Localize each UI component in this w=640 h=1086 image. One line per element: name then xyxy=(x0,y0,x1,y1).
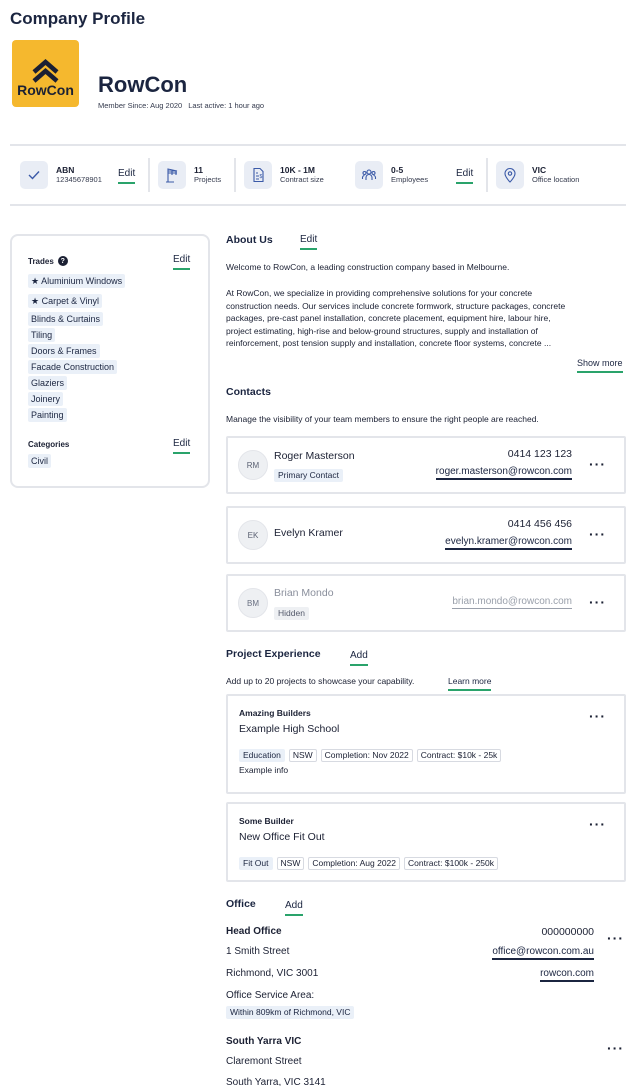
projects-heading: Project Experience xyxy=(226,648,321,660)
stat-location xyxy=(496,159,579,191)
edit-about-button[interactable]: Edit xyxy=(300,234,317,250)
svg-text:$: $ xyxy=(259,174,263,180)
office-heading: Office xyxy=(226,898,256,910)
projects-label: Projects xyxy=(194,175,222,184)
abn-label: ABN xyxy=(56,165,75,175)
crane-icon xyxy=(158,161,186,189)
office-suburb: South Yarra, VIC 3141 xyxy=(226,1077,326,1086)
star-icon: ★ xyxy=(31,296,40,306)
trade-chip: ★ Carpet & Vinyl xyxy=(28,294,102,308)
office-service-area-badge: Within 809km of Richmond, VIC xyxy=(226,1006,354,1019)
trade-chip: Glaziers xyxy=(28,376,67,390)
contact-name: Brian Mondo xyxy=(274,587,334,599)
more-options-icon[interactable]: ··· xyxy=(589,816,606,832)
trade-chip: Blinds & Curtains xyxy=(28,312,103,326)
trade-chip: Facade Construction xyxy=(28,360,117,374)
primary-contact-badge: Primary Contact xyxy=(274,469,343,482)
divider xyxy=(10,204,626,206)
office-website-link[interactable]: rowcon.com xyxy=(540,968,594,982)
project-builder: Some Builder xyxy=(239,816,294,826)
location-value: VIC xyxy=(532,165,547,175)
contact-email-link[interactable]: evelyn.kramer@rowcon.com xyxy=(445,536,572,550)
divider xyxy=(486,158,488,192)
office-street: 1 Smith Street xyxy=(226,946,290,957)
contact-name: Evelyn Kramer xyxy=(274,527,343,539)
office-name: South Yarra VIC xyxy=(226,1036,302,1047)
project-type-tag: Education xyxy=(239,749,285,762)
more-options-icon[interactable]: ··· xyxy=(589,594,606,610)
stat-projects xyxy=(158,159,221,191)
employees-label: Employees xyxy=(391,175,429,184)
help-icon[interactable]: ? xyxy=(58,256,68,266)
category-chip: Civil xyxy=(28,454,51,468)
project-tags xyxy=(239,745,505,763)
more-options-icon[interactable]: ··· xyxy=(589,526,606,542)
last-active: Last active: 1 hour ago xyxy=(188,101,265,110)
contract-size-label: Contract size xyxy=(280,175,324,184)
contact-name: Roger Masterson xyxy=(274,450,355,462)
avatar: RM xyxy=(238,450,268,480)
hidden-badge: Hidden xyxy=(274,607,309,620)
trade-chip: Doors & Frames xyxy=(28,344,100,358)
edit-categories-button[interactable]: Edit xyxy=(173,438,190,454)
more-options-icon[interactable]: ··· xyxy=(589,708,606,724)
more-options-icon[interactable]: ··· xyxy=(607,930,624,946)
office-street: Claremont Street xyxy=(226,1056,302,1067)
project-name: Example High School xyxy=(239,723,340,735)
office-phone: 000000000 xyxy=(541,926,594,938)
project-builder: Amazing Builders xyxy=(239,708,311,718)
projects-count: 11 xyxy=(194,165,203,175)
logo-wordmark: RowCon xyxy=(17,82,74,98)
company-logo xyxy=(12,40,79,107)
project-type-tag: Fit Out xyxy=(239,857,273,870)
edit-trades-button[interactable]: Edit xyxy=(173,254,190,270)
office-suburb: Richmond, VIC 3001 xyxy=(226,968,319,979)
office-email-link[interactable]: office@rowcon.com.au xyxy=(492,946,594,960)
project-tags xyxy=(239,853,502,871)
project-completion-tag: Completion: Nov 2022 xyxy=(321,749,413,762)
more-options-icon[interactable]: ··· xyxy=(607,1040,624,1056)
project-name: New Office Fit Out xyxy=(239,831,325,843)
avatar: EK xyxy=(238,520,268,550)
divider xyxy=(148,158,150,192)
divider xyxy=(10,144,626,146)
stat-contract-size xyxy=(244,159,324,191)
about-heading: About Us xyxy=(226,234,273,246)
member-since: Member Since: Aug 2020 xyxy=(98,101,183,110)
contact-email-link[interactable]: brian.mondo@rowcon.com xyxy=(452,596,572,607)
people-icon xyxy=(355,161,383,189)
avatar: BM xyxy=(238,588,268,618)
project-info: Example info xyxy=(239,765,289,775)
categories-heading: Categories xyxy=(28,440,70,449)
company-meta xyxy=(98,101,264,110)
contact-phone: 0414 456 456 xyxy=(507,518,572,530)
divider xyxy=(234,158,236,192)
learn-more-link[interactable]: Learn more xyxy=(448,675,491,691)
project-card xyxy=(226,802,626,882)
star-icon: ★ xyxy=(31,276,40,286)
add-office-button[interactable]: Add xyxy=(285,900,303,916)
stat-abn xyxy=(20,159,102,191)
about-intro: Welcome to RowCon, a leading construction company based in Melbourne. xyxy=(226,262,510,272)
contact-card xyxy=(226,506,626,564)
project-state-tag: NSW xyxy=(289,749,317,762)
edit-abn-button[interactable]: Edit xyxy=(118,168,135,184)
office-name: Head Office xyxy=(226,926,282,937)
trade-chip: Joinery xyxy=(28,392,63,406)
company-name: RowCon xyxy=(98,72,188,97)
office-service-label: Office Service Area: xyxy=(226,990,315,1001)
contact-phone: 0414 123 123 xyxy=(507,448,572,460)
trade-chip: ★ Aluminium Windows xyxy=(28,274,125,288)
employees-value: 0-5 xyxy=(391,165,404,175)
contacts-description: Manage the visibility of your team members to ensure the right people are reached. xyxy=(226,414,539,424)
contact-card xyxy=(226,436,626,494)
page-title: Company Profile xyxy=(10,9,146,28)
contract-size-value: 10K - 1M xyxy=(280,165,315,175)
projects-description: Add up to 20 projects to showcase your capability. xyxy=(226,676,415,686)
project-card xyxy=(226,694,626,794)
stat-employees xyxy=(355,159,428,191)
about-body: At RowCon, we specialize in providing comprehensive solutions for your concrete construction needs. Our services include concrete formwork, structure packages, concrete packages, pre-cast panel installation, concrete placement, equipment hire, labour hire, project estimating, high-rise and below-ground structures, supply and installation of reinforcement, post tension supply and installation, concrete floor systems, concrete ... xyxy=(226,288,566,348)
add-project-button[interactable]: Add xyxy=(350,650,368,666)
abn-value: 12345678901 xyxy=(56,175,102,184)
trade-chip: Painting xyxy=(28,408,67,422)
trades-heading: Trades ? xyxy=(28,256,68,266)
project-state-tag: NSW xyxy=(277,857,305,870)
trade-chip: Tiling xyxy=(28,328,55,342)
project-contract-tag: Contract: $10k - 25k xyxy=(417,749,502,762)
show-more-link[interactable]: Show more xyxy=(577,357,623,373)
contact-email-link[interactable]: roger.masterson@rowcon.com xyxy=(436,466,572,480)
check-icon xyxy=(20,161,48,189)
project-completion-tag: Completion: Aug 2022 xyxy=(308,857,400,870)
project-contract-tag: Contract: $100k - 250k xyxy=(404,857,498,870)
document-dollar-icon xyxy=(244,161,272,189)
contact-card-hidden xyxy=(226,574,626,632)
location-pin-icon xyxy=(496,161,524,189)
contacts-heading: Contacts xyxy=(226,386,271,398)
location-label: Office location xyxy=(532,175,580,184)
edit-employees-button[interactable]: Edit xyxy=(456,168,473,184)
more-options-icon[interactable]: ··· xyxy=(589,456,606,472)
